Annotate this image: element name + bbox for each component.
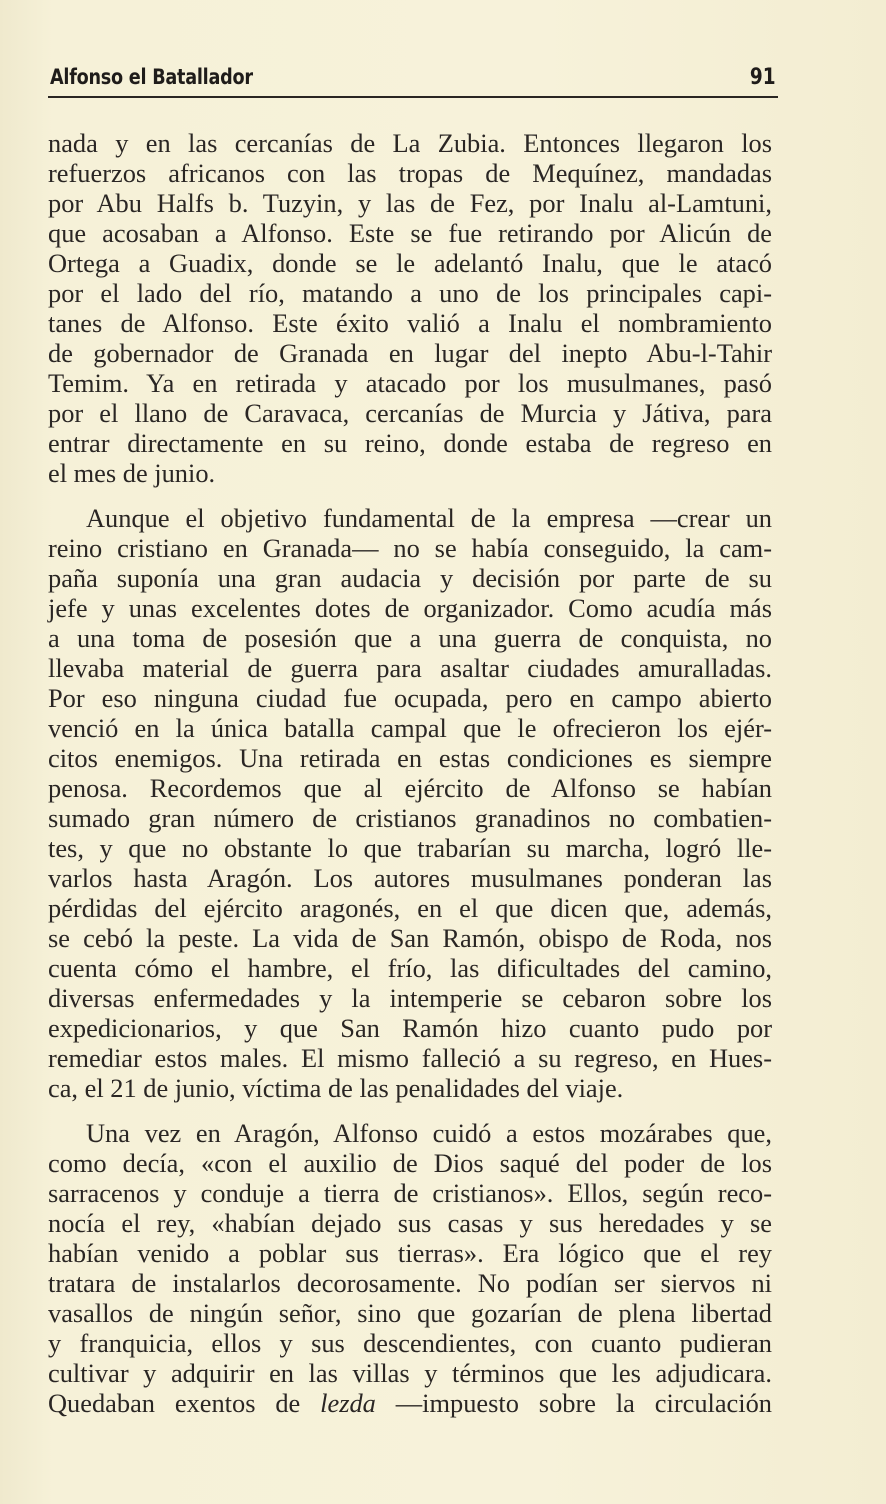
text-line: nocía el rey, «habían dejado sus casas y sus heredades y se [48, 1208, 772, 1238]
text-line: jefe y unas excelentes dotes de organizador. Como acudía más [48, 593, 772, 623]
text-line: llevaba material de guerra para asaltar ciudades amuralladas. [48, 653, 772, 683]
text-line: por el lado del río, matando a uno de los principales capi- [48, 278, 772, 308]
text-line: el mes de junio. [48, 458, 216, 488]
text-line: tanes de Alfonso. Este éxito valió a Inalu el nombramiento [48, 308, 772, 338]
text-line: sarracenos y conduje a tierra de cristianos». Ellos, según reco- [48, 1178, 772, 1208]
text-line: por Abu Halfs b. Tuzyin, y las de Fez, por Inalu al-Lamtuni, [48, 188, 772, 218]
paragraph-3 [48, 1118, 772, 1418]
running-title: Alfonso el Batallador [50, 65, 253, 89]
body-text [48, 128, 772, 1433]
text-line: sumado gran número de cristianos granadinos no combatien- [48, 803, 772, 833]
text-line: nada y en las cercanías de La Zubia. Entonces llegaron los [48, 128, 772, 158]
text-line: por el llano de Caravaca, cercanías de Murcia y Játiva, para [48, 398, 772, 428]
text-line: que acosaban a Alfonso. Este se fue retirando por Alicún de [48, 218, 772, 248]
text-line: diversas enfermedades y la intemperie se cebaron sobre los [48, 983, 772, 1013]
paragraph-2 [48, 503, 772, 1103]
text-line-final [48, 1388, 772, 1418]
text-line: entrar directamente en su reino, donde estaba de regreso en [48, 428, 772, 458]
text-line: citos enemigos. Una retirada en estas condiciones es siempre [48, 743, 772, 773]
text-line: paña suponía una gran audacia y decisión por parte de su [48, 563, 772, 593]
text-line: se cebó la peste. La vida de San Ramón, obispo de Roda, nos [48, 923, 772, 953]
text-line: expedicionarios, y que San Ramón hizo cuanto pudo por [48, 1013, 772, 1043]
text-line: Ortega a Guadix, donde se le adelantó Inalu, que le atacó [48, 248, 772, 278]
text-line: Temim. Ya en retirada y atacado por los musulmanes, pasó [48, 368, 772, 398]
text-line: Aunque el objetivo fundamental de la empresa —crear un [86, 503, 772, 533]
text-line: de gobernador de Granada en lugar del inepto Abu-l-Tahir [48, 338, 772, 368]
text-line: a una toma de posesión que a una guerra de conquista, no [48, 623, 772, 653]
text-line: remediar estos males. El mismo falleció a su regreso, en Hues- [48, 1043, 772, 1073]
text-line: como decía, «con el auxilio de Dios saqué del poder de los [48, 1148, 772, 1178]
text-line: y franquicia, ellos y sus descendientes, con cuanto pudieran [48, 1328, 772, 1358]
text-line: Una vez en Aragón, Alfonso cuidó a estos mozárabes que, [86, 1118, 772, 1148]
text-run: Quedaban exentos de [48, 1388, 321, 1418]
italic-term: lezda [320, 1388, 376, 1418]
text-line: penosa. Recordemos que al ejército de Alfonso se habían [48, 773, 772, 803]
text-line: Por eso ninguna ciudad fue ocupada, pero en campo abierto [48, 683, 772, 713]
text-line: habían venido a poblar sus tierras». Era lógico que el rey [48, 1238, 772, 1268]
text-line: vasallos de ningún señor, sino que gozarían de plena libertad [48, 1298, 772, 1328]
paragraph-1 [48, 128, 772, 488]
page-number: 91 [750, 65, 776, 90]
text-line: refuerzos africanos con las tropas de Mequínez, mandadas [48, 158, 772, 188]
text-line: venció en la única batalla campal que le ofrecieron los ejér- [48, 713, 772, 743]
page-header [48, 62, 778, 98]
text-run: —impuesto sobre la circulación [375, 1388, 772, 1418]
text-line: ca, el 21 de junio, víctima de las penalidades del viaje. [48, 1073, 624, 1103]
text-line: cuenta cómo el hambre, el frío, las dificultades del camino, [48, 953, 772, 983]
text-line: varlos hasta Aragón. Los autores musulmanes ponderan las [48, 863, 772, 893]
text-line: pérdidas del ejército aragonés, en el que dicen que, además, [48, 893, 772, 923]
text-line: tes, y que no obstante lo que trabarían su marcha, logró lle- [48, 833, 772, 863]
text-line: tratara de instalarlos decorosamente. No podían ser siervos ni [48, 1268, 772, 1298]
text-line: cultivar y adquirir en las villas y términos que les adjudicara. [48, 1358, 772, 1388]
text-line: reino cristiano en Granada— no se había conseguido, la cam- [48, 533, 772, 563]
